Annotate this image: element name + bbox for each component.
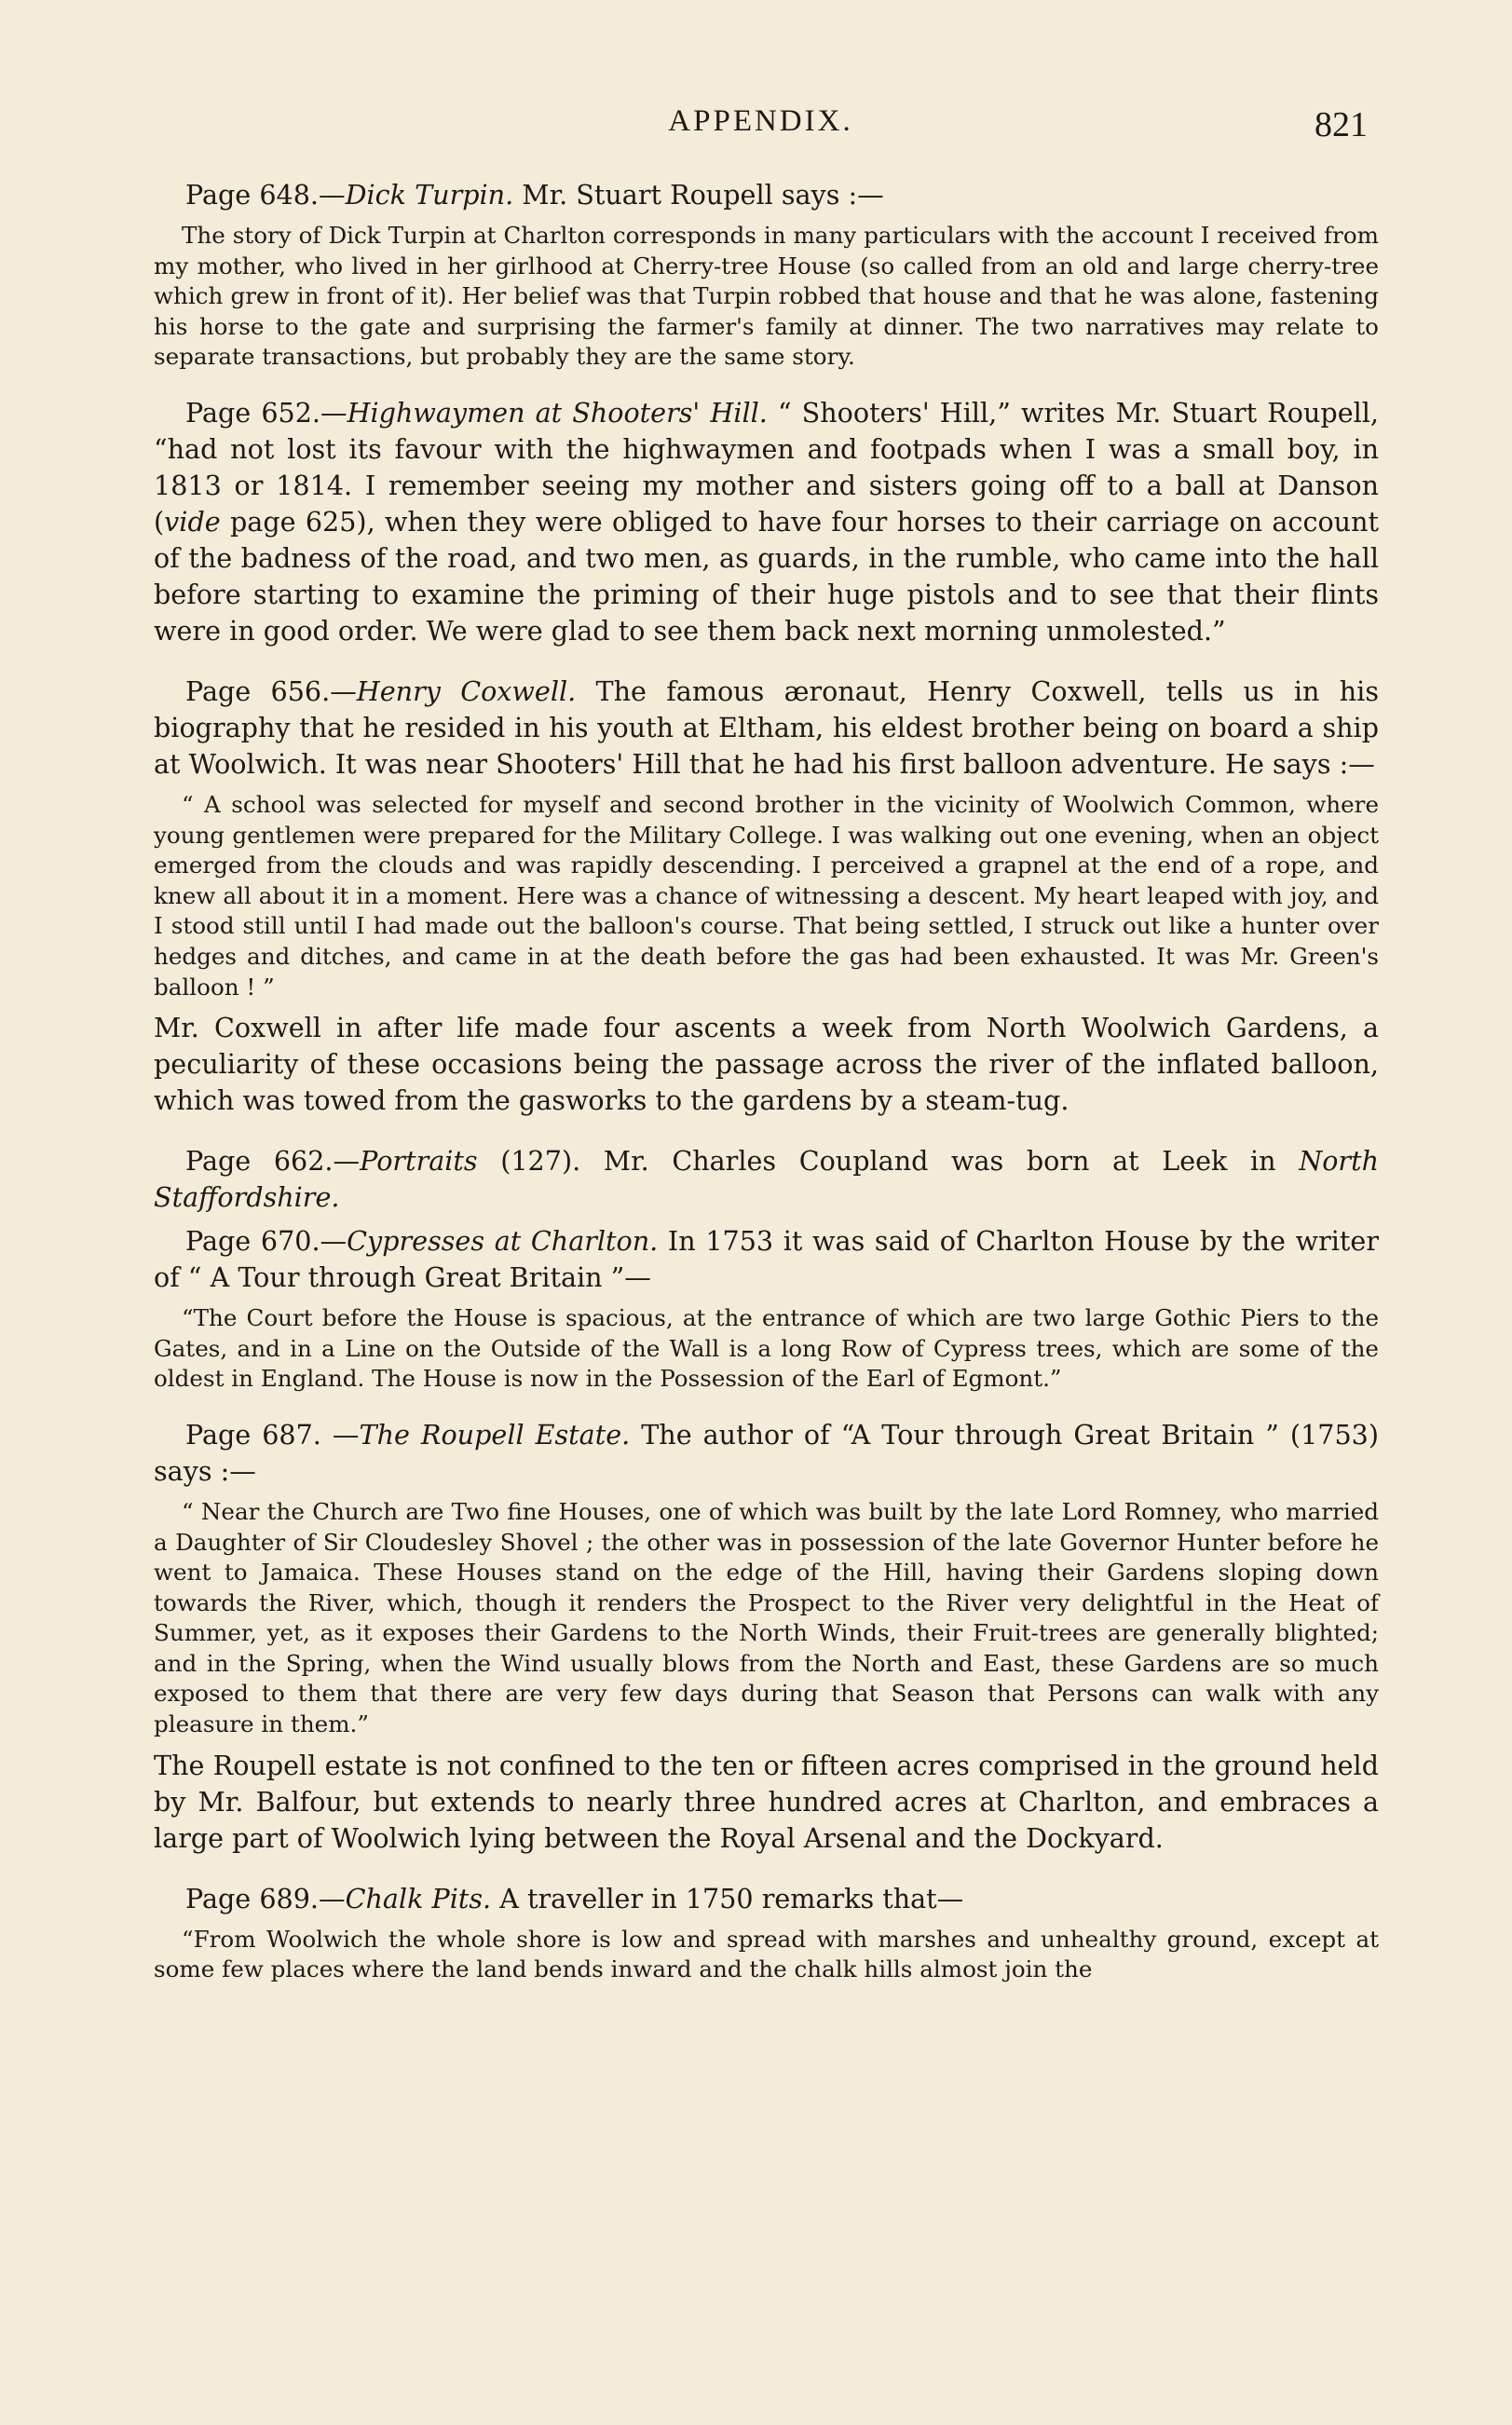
entry-title: Dick Turpin. bbox=[345, 179, 514, 211]
entry-title: The Roupell Estate. bbox=[359, 1418, 631, 1451]
entry-lead: Page 662.— bbox=[185, 1145, 361, 1178]
entry-henry-coxwell bbox=[154, 674, 1379, 783]
entry-title: Highwaymen at Shooters' Hill. bbox=[347, 396, 768, 429]
quote-roupell-estate: “ Near the Church are Two fine Houses, one of which was built by the late Lord Romney, who married a Daughter of Sir Cloudesley Shovel ; the other was in possession of the late Governor Hunter before he went to Jamaica. These Houses stand on the edge of the Hill, having their Gardens sloping down towards the River, which, though it renders the Prospect to the River very delightful in the Heat of Summer, yet, as it exposes their Gardens to the North Winds, their Fruit-trees are generally blighted; and in the Spring, when the Wind usually blows from the North and East, these Gardens are so much exposed to them that there are very few days during that Season that Persons can walk with any pleasure in them.” bbox=[154, 1497, 1379, 1738]
entry-text: In 1753 it was said of Charlton House by the writer of “ A Tour through Great Britain ”— bbox=[154, 1225, 1379, 1294]
page-header bbox=[154, 104, 1368, 160]
entry-lead: Page 652.— bbox=[185, 396, 347, 429]
entry-text: Mr. Stuart Roupell says :— bbox=[513, 179, 884, 211]
entry-vide: vide bbox=[164, 505, 221, 538]
entry-portraits bbox=[154, 1143, 1379, 1216]
entry-lead: Page 648.— bbox=[185, 179, 346, 211]
entry-text: The famous æronaut, Henry Coxwell, tells us in his biography that he resided in his youth at Eltham, his eldest brother being on board a ship at Woolwich. It was near Shooters' Hill that he had his first balloon adventure. He says :— bbox=[154, 674, 1379, 780]
entry-lead: Page 689.— bbox=[185, 1882, 346, 1914]
entry-roupell-estate bbox=[154, 1417, 1379, 1490]
entry-chalk-pits bbox=[154, 1881, 1379, 1917]
entry-text-continued: page 625), when they were obliged to have four horses to their carriage on account of the badness of the road, and two men, as guards, in the rumble, who came into the hall before starting to examine the priming of their huge pistols and to see that their flints were in good order. We were glad to see them back next morning unmolested.” bbox=[154, 505, 1379, 647]
entry-lead: Page 656.— bbox=[185, 674, 357, 707]
running-head: APPENDIX. bbox=[668, 104, 853, 138]
entry-title: Cypresses at Charlton. bbox=[347, 1225, 659, 1258]
entry-title: Henry Coxwell. bbox=[356, 674, 577, 707]
entry-text: (127). Mr. Charles Coupland was born at Leek in bbox=[477, 1145, 1300, 1178]
entry-text: “ Shooters' Hill,” writes Mr. Stuart Roupell, “had not lost its favour with the highwaymen and footpads when I was a small boy, in 1813 or 1814. I remember seeing my mother and sisters going off to a ball at Danson ( bbox=[154, 396, 1380, 538]
entry-lead: Page 670.— bbox=[185, 1225, 347, 1258]
page-number: 821 bbox=[1314, 105, 1368, 144]
entry-highwaymen bbox=[154, 395, 1379, 649]
paragraph-coxwell-after: Mr. Coxwell in after life made four ascents a week from North Woolwich Gardens, a peculiarity of these occasions being the passage across the river of the inflated balloon, which was towed from the gasworks to the gardens by a steam-tug. bbox=[154, 1012, 1379, 1117]
entry-lead: Page 687. — bbox=[185, 1418, 360, 1451]
quote-cypresses: “The Court before the House is spacious, at the entrance of which are two large Gothic Piers to the Gates, and in a Line on the Outside of the Wall is a long Row of Cypress trees, which are some of the oldest in England. The House is now in the Possession of the Earl of Egmont.” bbox=[154, 1304, 1379, 1393]
quote-henry-coxwell: “ A school was selected for myself and second brother in the vicinity of Woolwich Common, where young gentlemen were prepared for the Military College. I was walking out one evening, when an object emerged from the clouds and was rapidly descending. I perceived a grapnel at the end of a rope, and knew all about it in a moment. Here was a chance of witnessing a descent. My heart leaped with joy, and I stood still until I had made out the balloon's course. That being settled, I struck out like a hunter over hedges and ditches, and came in at the death before the gas had been exhausted. It was Mr. Green's balloon ! ” bbox=[154, 790, 1379, 1001]
paragraph-roupell-after: The Roupell estate is not confined to the ten or fifteen acres comprised in the ground held by Mr. Balfour, but extends to nearly three hundred acres at Charlton, and embraces a large part of Woolwich lying between the Royal Arsenal and the Dockyard. bbox=[154, 1749, 1379, 1854]
entry-title: Chalk Pits. bbox=[345, 1882, 492, 1914]
entry-text: A traveller in 1750 remarks that— bbox=[491, 1882, 964, 1914]
entry-cypresses bbox=[154, 1223, 1379, 1296]
entry-place: North Staffordshire. bbox=[154, 1145, 1379, 1214]
quote-dick-turpin: The story of Dick Turpin at Charlton corresponds in many particulars with the account I received from my mother, who lived in her girlhood at Cherry-tree House (so called from an old and large cherry-tree which grew in front of it). Her belief was that Turpin robbed that house and that he was alone, fastening his horse to the gate and surprising the farmer's family at dinner. The two narratives may relate to separate transactions, but probably they are the same story. bbox=[154, 222, 1379, 371]
entry-dick-turpin bbox=[154, 177, 1379, 213]
entry-title: Portraits bbox=[360, 1145, 478, 1178]
quote-chalk-pits: “From Woolwich the whole shore is low and spread with marshes and unhealthy ground, except at some few places where the land bends inward and the chalk hills almost join the bbox=[154, 1925, 1379, 1983]
page-body bbox=[154, 177, 1379, 2008]
entry-text: The author of “A Tour through Great Britain ” (1753) says :— bbox=[154, 1418, 1379, 1487]
